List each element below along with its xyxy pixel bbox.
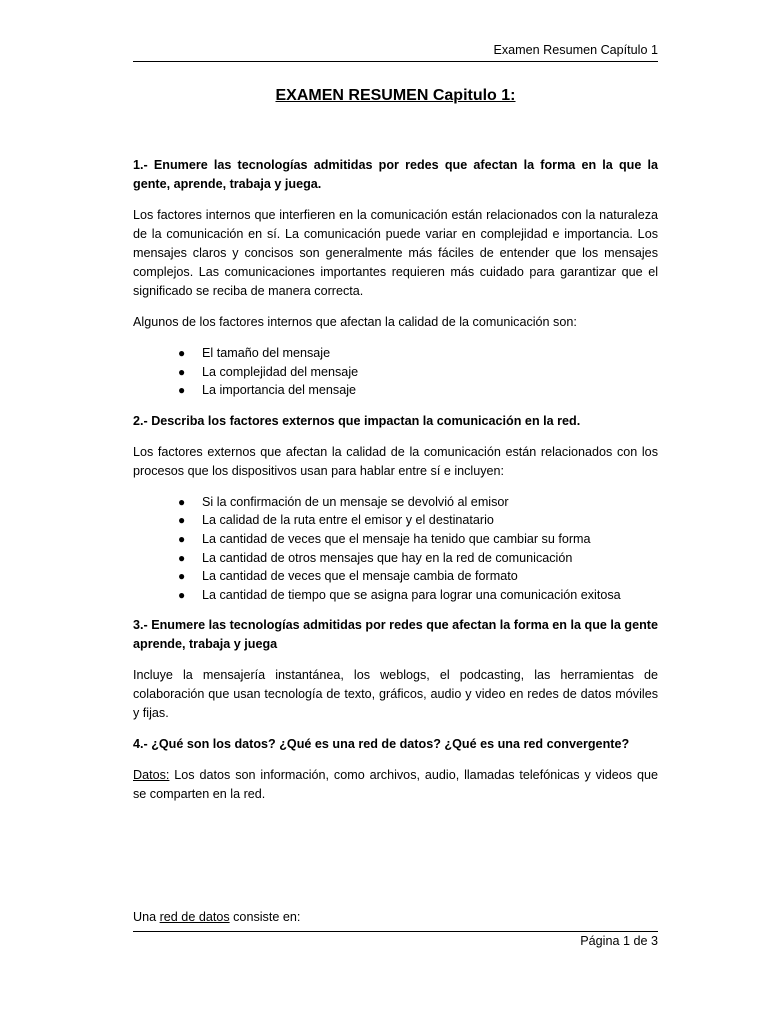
- list-item: ● La cantidad de veces que el mensaje ha tenido que cambiar su forma: [202, 530, 658, 549]
- list-item: ● La importancia del mensaje: [202, 381, 658, 400]
- red-de-datos-line: Una red de datos consiste en:: [133, 910, 301, 924]
- list-item: ● La complejidad del mensaje: [202, 363, 658, 382]
- document-body: [133, 156, 658, 816]
- red-de-datos-label: red de datos: [159, 910, 230, 924]
- bullet-icon: ●: [178, 346, 186, 360]
- footer-rule: [133, 931, 658, 932]
- datos-text: Los datos son información, como archivos, audio, llamadas telefónicas y videos que se comparten en la red.: [133, 768, 658, 802]
- page-header: Examen Resumen Capítulo 1: [493, 43, 658, 57]
- question-4: 4.- ¿Qué son los datos? ¿Qué es una red de datos? ¿Qué es una red convergente?: [133, 737, 630, 752]
- q1-paragraph-1: Los factores internos que interfieren en la comunicación están relacionados con la naturaleza de la comunicación en sí. La comunicación puede variar en complejidad e importancia. Los mensajes claros y concisos son generalmente más fáciles de entender que los mensajes complejos. Las comunicaciones importantes requieren más cuidado para garantizar que el significado se reciba de manera correcta.: [133, 208, 658, 298]
- bullet-icon: ●: [178, 587, 186, 602]
- bullet-icon: ●: [178, 494, 186, 509]
- q1-bullet-list: [133, 344, 658, 400]
- q1-paragraph-2: Algunos de los factores internos que afectan la calidad de la comunicación son:: [133, 315, 577, 329]
- bullet-icon: ●: [178, 513, 186, 528]
- bullet-icon: ●: [178, 569, 186, 584]
- q2-bullet-list: [133, 493, 658, 605]
- list-item: ● La calidad de la ruta entre el emisor y el destinatario: [202, 511, 658, 530]
- q2-paragraph-1: Los factores externos que afectan la calidad de la comunicación están relacionados con los procesos que los dispositivos usan para hablar entre sí e incluyen:: [133, 444, 658, 478]
- list-item: ● La cantidad de veces que el mensaje cambia de formato: [202, 567, 658, 586]
- page-number: Página 1 de 3: [580, 934, 658, 948]
- list-item: ● Si la confirmación de un mensaje se devolvió al emisor: [202, 493, 658, 512]
- question-2: 2.- Describa los factores externos que impactan la comunicación en la red.: [133, 413, 581, 428]
- bullet-icon: ●: [178, 531, 186, 546]
- bullet-icon: ●: [178, 364, 186, 379]
- header-rule: [133, 61, 658, 62]
- bullet-icon: ●: [178, 383, 186, 398]
- q3-paragraph-1: Incluye la mensajería instantánea, los weblogs, el podcasting, las herramientas de colaboración que usan tecnología de texto, gráficos, audio y video en redes de datos móviles y fijas.: [133, 668, 658, 721]
- datos-label: Datos:: [133, 768, 170, 783]
- question-3: 3.- Enumere las tecnologías admitidas por redes que afectan la forma en la que la gente aprende, trabaja y juega: [133, 618, 658, 652]
- question-1: 1.- Enumere las tecnologías admitidas por redes que afectan la forma en la que la gente, aprende, trabaja y juega.: [133, 158, 658, 191]
- list-item: ● El tamaño del mensaje: [202, 344, 658, 363]
- list-item: ● La cantidad de otros mensajes que hay en la red de comunicación: [202, 549, 658, 568]
- q4-datos-paragraph: [133, 766, 658, 804]
- document-title: EXAMEN RESUMEN Capitulo 1:: [275, 87, 516, 104]
- bullet-icon: ●: [178, 550, 186, 565]
- list-item: ● La cantidad de tiempo que se asigna para lograr una comunicación exitosa: [202, 586, 658, 605]
